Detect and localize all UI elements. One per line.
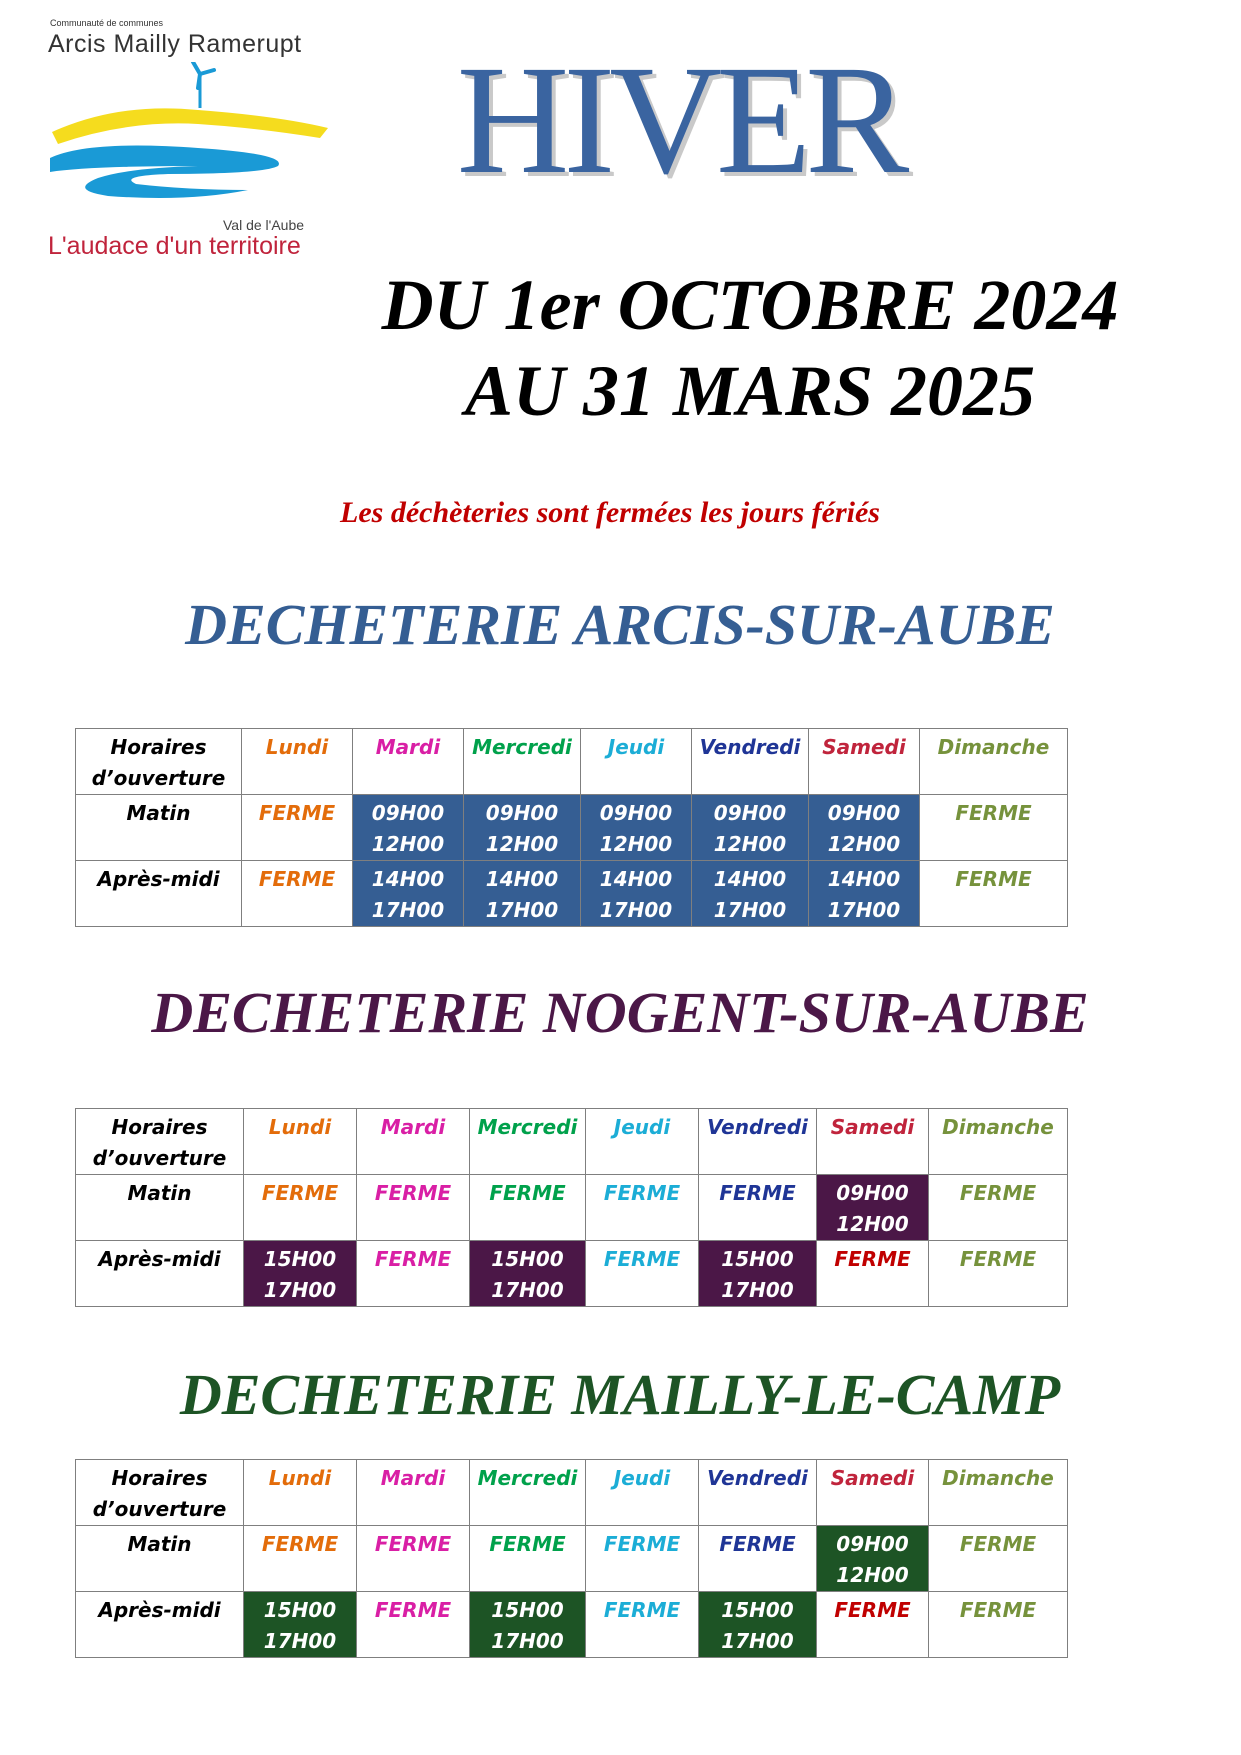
day-header-vendredi	[699, 1109, 817, 1175]
slot-morning-vendredi-line1: FERME	[719, 1532, 796, 1556]
day-header-dimanche	[929, 1460, 1068, 1526]
slot-morning-mercredi-line1: FERME	[489, 1181, 566, 1205]
day-header-lundi	[244, 1460, 357, 1526]
day-header-mercredi-line1: Mercredi	[472, 735, 572, 759]
holiday-notice: Les déchèteries sont fermées les jours fériés	[340, 496, 880, 529]
slot-afternoon-vendredi-line1: 14H00	[713, 867, 787, 891]
day-header-mercredi	[470, 1109, 586, 1175]
slot-morning-lundi	[242, 795, 353, 861]
slot-morning-lundi	[244, 1526, 357, 1592]
day-header-jeudi	[581, 729, 692, 795]
afternoon-row	[76, 1592, 1068, 1658]
slot-afternoon-mercredi-line2: 17H00	[491, 1278, 564, 1302]
slot-morning-dimanche-line1: FERME	[955, 801, 1032, 825]
slot-morning-mardi-line1: 09H00	[371, 801, 445, 825]
slot-morning-samedi-line2: 12H00	[836, 1563, 909, 1587]
slot-afternoon-mardi-line1: FERME	[374, 1598, 452, 1622]
slot-afternoon-dimanche	[920, 861, 1068, 927]
slot-afternoon-lundi	[242, 861, 353, 927]
day-header-jeudi-line1: Jeudi	[613, 1115, 671, 1139]
slot-afternoon-vendredi-line1: 15H00	[721, 1598, 794, 1622]
schedule-table-arcis	[75, 728, 1068, 927]
morning-row	[76, 1526, 1068, 1592]
slot-morning-lundi-line1: FERME	[258, 801, 336, 825]
day-header-jeudi-line1: Jeudi	[613, 1466, 671, 1490]
slot-afternoon-samedi	[817, 1241, 929, 1307]
logo-tagline: L'audace d'un territoire	[48, 232, 301, 260]
hours-label-line2: d’ouverture	[92, 1146, 227, 1170]
day-header-jeudi-line1: Jeudi	[607, 735, 665, 759]
slot-morning-lundi-line1: FERME	[261, 1532, 339, 1556]
slot-morning-samedi	[817, 1175, 929, 1241]
hours-label-line1: Horaires	[111, 1115, 208, 1139]
afternoon-label	[76, 861, 242, 927]
morning-label-line1: Matin	[127, 1532, 192, 1556]
header-row	[76, 1109, 1068, 1175]
day-header-dimanche-line1: Dimanche	[942, 1466, 1054, 1490]
day-header-dimanche-line1: Dimanche	[942, 1115, 1054, 1139]
day-header-mardi	[353, 729, 464, 795]
hours-label	[76, 729, 242, 795]
slot-morning-mercredi-line2: 12H00	[485, 832, 559, 856]
slot-afternoon-mardi-line1: FERME	[374, 1247, 452, 1271]
slot-morning-samedi	[817, 1526, 929, 1592]
site-title-arcis: DECHETERIE ARCIS-SUR-AUBE	[185, 592, 1055, 657]
slot-morning-jeudi	[581, 795, 692, 861]
slot-morning-samedi-line2: 12H00	[836, 1212, 909, 1236]
slot-afternoon-lundi-line2: 17H00	[263, 1278, 337, 1302]
slot-morning-jeudi-line1: 09H00	[599, 801, 673, 825]
day-header-vendredi	[699, 1460, 817, 1526]
day-header-mardi-line1: Mardi	[380, 1115, 446, 1139]
morning-row	[76, 795, 1068, 861]
slot-afternoon-vendredi	[699, 1241, 817, 1307]
day-header-samedi-line1: Samedi	[830, 1466, 915, 1490]
day-header-mardi-line1: Mardi	[375, 735, 441, 759]
slot-afternoon-mercredi-line1: 14H00	[485, 867, 559, 891]
slot-morning-mercredi	[470, 1175, 586, 1241]
slot-morning-mercredi	[464, 795, 581, 861]
slot-morning-samedi-line1: 09H00	[836, 1532, 909, 1556]
slot-afternoon-lundi-line1: FERME	[258, 867, 336, 891]
slot-morning-mardi-line2: 12H00	[371, 832, 445, 856]
day-header-samedi	[817, 1109, 929, 1175]
slot-afternoon-mardi	[353, 861, 464, 927]
day-header-samedi	[809, 729, 920, 795]
morning-label-line1: Matin	[126, 801, 191, 825]
slot-morning-mardi-line1: FERME	[374, 1532, 452, 1556]
slot-afternoon-vendredi-line2: 17H00	[713, 898, 787, 922]
slot-morning-jeudi	[586, 1175, 699, 1241]
slot-afternoon-samedi-line2: 17H00	[827, 898, 901, 922]
slot-afternoon-mardi	[357, 1592, 470, 1658]
logo-region: Val de l'Aube	[223, 217, 305, 233]
slot-afternoon-samedi-line1: 14H00	[827, 867, 901, 891]
hours-label-line2: d’ouverture	[92, 1497, 227, 1521]
slot-morning-mercredi-line1: 09H00	[485, 801, 559, 825]
morning-label-line1: Matin	[127, 1181, 192, 1205]
day-header-samedi-line1: Samedi	[830, 1115, 915, 1139]
slot-afternoon-vendredi-line2: 17H00	[721, 1278, 794, 1302]
afternoon-label-line1: Après-midi	[97, 867, 220, 891]
day-header-dimanche	[929, 1109, 1068, 1175]
afternoon-label	[76, 1592, 244, 1658]
slot-morning-samedi-line2: 12H00	[827, 832, 901, 856]
slot-morning-mercredi	[470, 1526, 586, 1592]
site-title-nogent: DECHETERIE NOGENT-SUR-AUBE	[151, 980, 1089, 1045]
slot-morning-samedi-line1: 09H00	[836, 1181, 909, 1205]
afternoon-label	[76, 1241, 244, 1307]
morning-label	[76, 1526, 244, 1592]
day-header-samedi-line1: Samedi	[822, 735, 906, 759]
slot-afternoon-samedi-line1: FERME	[834, 1598, 911, 1622]
slot-morning-vendredi-line1: FERME	[719, 1181, 796, 1205]
slot-afternoon-mercredi	[470, 1592, 586, 1658]
slot-afternoon-lundi-line2: 17H00	[263, 1629, 337, 1653]
day-header-mercredi-line1: Mercredi	[477, 1466, 578, 1490]
slot-afternoon-mercredi	[464, 861, 581, 927]
header-row	[76, 1460, 1068, 1526]
day-header-mercredi	[470, 1460, 586, 1526]
slot-afternoon-jeudi	[581, 861, 692, 927]
afternoon-row	[76, 1241, 1068, 1307]
slot-morning-mardi	[357, 1175, 470, 1241]
slot-afternoon-vendredi	[692, 861, 809, 927]
slot-afternoon-mardi-line1: 14H00	[371, 867, 445, 891]
slot-morning-mardi	[357, 1526, 470, 1592]
slot-afternoon-jeudi	[586, 1592, 699, 1658]
day-header-vendredi-line1: Vendredi	[699, 735, 801, 759]
slot-afternoon-vendredi-line2: 17H00	[721, 1629, 794, 1653]
slot-afternoon-vendredi-line1: 15H00	[721, 1247, 794, 1271]
day-header-vendredi	[692, 729, 809, 795]
wind-turbine-river-icon	[48, 62, 338, 222]
slot-morning-dimanche-line1: FERME	[959, 1532, 1037, 1556]
slot-afternoon-dimanche	[929, 1241, 1068, 1307]
slot-afternoon-jeudi-line2: 17H00	[599, 898, 673, 922]
slot-afternoon-mercredi-line2: 17H00	[491, 1629, 564, 1653]
slot-afternoon-lundi	[244, 1241, 357, 1307]
slot-morning-vendredi	[699, 1526, 817, 1592]
morning-label	[76, 795, 242, 861]
date-line-start: DU 1er OCTOBRE 2024	[381, 265, 1119, 345]
day-header-mercredi-line1: Mercredi	[477, 1115, 578, 1139]
slot-afternoon-mardi	[357, 1241, 470, 1307]
slot-morning-mercredi-line1: FERME	[489, 1532, 566, 1556]
slot-afternoon-jeudi-line1: FERME	[603, 1598, 681, 1622]
slot-afternoon-dimanche	[929, 1592, 1068, 1658]
header-row	[76, 729, 1068, 795]
day-header-lundi-line1: Lundi	[268, 1115, 332, 1139]
slot-afternoon-dimanche-line1: FERME	[955, 867, 1032, 891]
logo-small-text: Communauté de communes	[50, 18, 164, 28]
day-header-jeudi	[586, 1109, 699, 1175]
slot-afternoon-samedi	[817, 1592, 929, 1658]
hours-label	[76, 1109, 244, 1175]
day-header-dimanche-line1: Dimanche	[937, 735, 1050, 759]
slot-morning-dimanche	[920, 795, 1068, 861]
morning-row	[76, 1175, 1068, 1241]
slot-morning-samedi	[809, 795, 920, 861]
afternoon-label-line1: Après-midi	[98, 1598, 221, 1622]
hours-label-line1: Horaires	[110, 735, 207, 759]
slot-afternoon-samedi	[809, 861, 920, 927]
slot-morning-lundi-line1: FERME	[261, 1181, 339, 1205]
morning-label	[76, 1175, 244, 1241]
slot-afternoon-vendredi	[699, 1592, 817, 1658]
day-header-jeudi	[586, 1460, 699, 1526]
day-header-lundi-line1: Lundi	[265, 735, 329, 759]
slot-afternoon-jeudi	[586, 1241, 699, 1307]
afternoon-label-line1: Après-midi	[98, 1247, 221, 1271]
day-header-lundi	[242, 729, 353, 795]
schedule-table-mailly	[75, 1459, 1068, 1658]
slot-morning-jeudi	[586, 1526, 699, 1592]
site-title-mailly: DECHETERIE MAILLY-LE-CAMP	[179, 1362, 1061, 1427]
slot-afternoon-jeudi-line1: FERME	[603, 1247, 681, 1271]
slot-morning-dimanche	[929, 1526, 1068, 1592]
hours-label-line2: d’ouverture	[91, 766, 226, 790]
day-header-mercredi	[464, 729, 581, 795]
day-header-lundi	[244, 1109, 357, 1175]
slot-morning-samedi-line1: 09H00	[827, 801, 901, 825]
slot-morning-dimanche	[929, 1175, 1068, 1241]
slot-morning-mardi	[353, 795, 464, 861]
date-range	[330, 262, 1170, 434]
slot-afternoon-mercredi-line2: 17H00	[485, 898, 559, 922]
day-header-dimanche	[920, 729, 1068, 795]
slot-afternoon-lundi	[244, 1592, 357, 1658]
hours-label	[76, 1460, 244, 1526]
slot-morning-vendredi	[699, 1175, 817, 1241]
slot-afternoon-jeudi-line1: 14H00	[599, 867, 673, 891]
slot-afternoon-lundi-line1: 15H00	[263, 1598, 337, 1622]
hours-label-line1: Horaires	[111, 1466, 208, 1490]
day-header-mardi-line1: Mardi	[380, 1466, 446, 1490]
slot-afternoon-mercredi-line1: 15H00	[491, 1247, 564, 1271]
season-title: HIVER	[456, 33, 904, 206]
slot-morning-jeudi-line1: FERME	[603, 1532, 681, 1556]
day-header-lundi-line1: Lundi	[268, 1466, 332, 1490]
slot-morning-jeudi-line2: 12H00	[599, 832, 673, 856]
slot-afternoon-dimanche-line1: FERME	[959, 1247, 1037, 1271]
slot-afternoon-mercredi-line1: 15H00	[491, 1598, 564, 1622]
day-header-vendredi-line1: Vendredi	[707, 1115, 808, 1139]
day-header-samedi	[817, 1460, 929, 1526]
slot-morning-dimanche-line1: FERME	[959, 1181, 1037, 1205]
afternoon-row	[76, 861, 1068, 927]
slot-afternoon-dimanche-line1: FERME	[959, 1598, 1037, 1622]
slot-afternoon-samedi-line1: FERME	[834, 1247, 911, 1271]
day-header-mardi	[357, 1460, 470, 1526]
slot-morning-vendredi-line2: 12H00	[713, 832, 787, 856]
organization-logo	[48, 14, 338, 264]
slot-afternoon-mardi-line2: 17H00	[371, 898, 445, 922]
slot-afternoon-mercredi	[470, 1241, 586, 1307]
slot-morning-mardi-line1: FERME	[374, 1181, 452, 1205]
schedule-table-nogent	[75, 1108, 1068, 1307]
day-header-mardi	[357, 1109, 470, 1175]
logo-name: Arcis Mailly Ramerupt	[48, 30, 302, 58]
slot-morning-vendredi-line1: 09H00	[713, 801, 787, 825]
slot-morning-lundi	[244, 1175, 357, 1241]
date-line-end: AU 31 MARS 2025	[464, 351, 1036, 431]
day-header-vendredi-line1: Vendredi	[707, 1466, 808, 1490]
slot-morning-jeudi-line1: FERME	[603, 1181, 681, 1205]
slot-afternoon-lundi-line1: 15H00	[263, 1247, 337, 1271]
slot-morning-vendredi	[692, 795, 809, 861]
